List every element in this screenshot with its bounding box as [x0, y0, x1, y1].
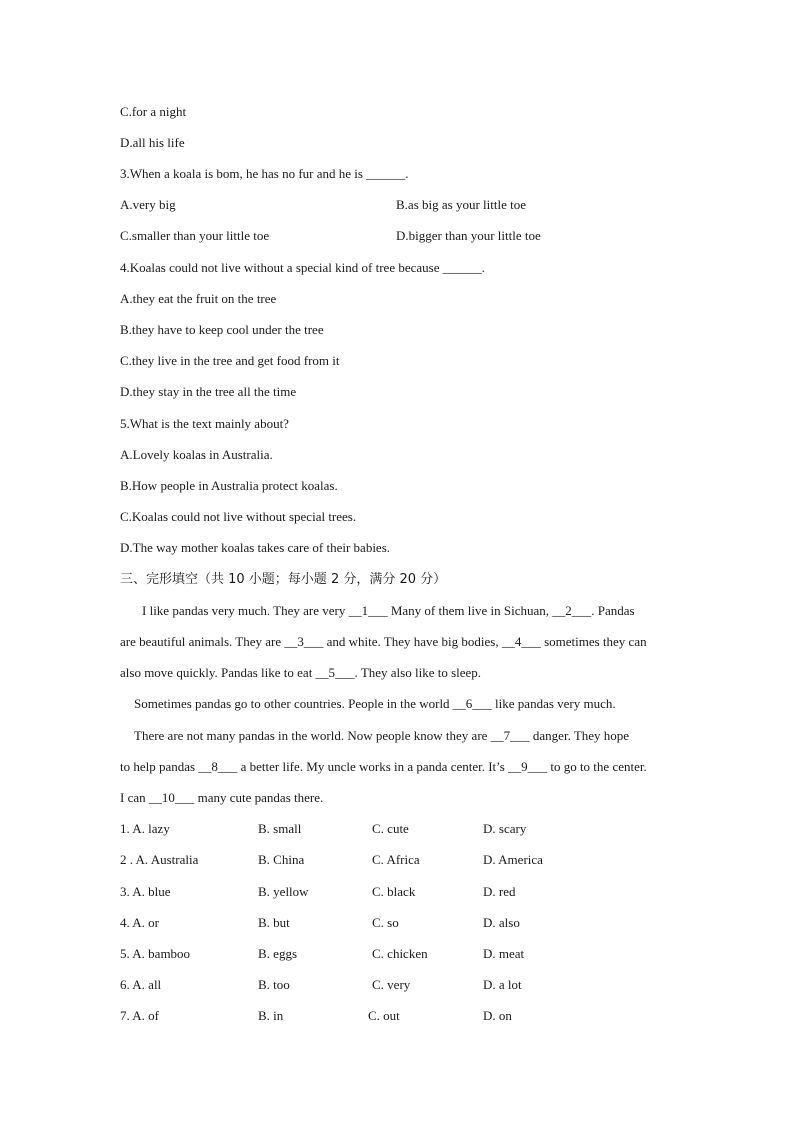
q4-option-b: B.they have to keep cool under the tree: [120, 322, 324, 337]
option-a: 4. A. or: [120, 915, 159, 930]
option-d: D. on: [483, 1008, 512, 1023]
option-b: B. China: [258, 852, 305, 867]
cloze-option-row-2: [120, 852, 720, 868]
option-b: B. yellow: [258, 884, 309, 899]
q2-option-d: D.all his life: [120, 135, 185, 150]
cloze-option-row-7: [120, 1008, 720, 1024]
option-c: C. very: [372, 977, 411, 992]
q5-option-d: D.The way mother koalas takes care of their babies.: [120, 540, 391, 555]
passage-line: Sometimes pandas go to other countries. People in the world __6___ like pandas very much.: [134, 696, 616, 711]
option-a: 3. A. blue: [120, 884, 171, 899]
q2-option-c: C.for a night: [120, 104, 187, 119]
cloze-option-row-6: [120, 977, 720, 993]
option-d: D. red: [483, 884, 516, 899]
cloze-section-heading: 三、完形填空（共 10 小题；每小题 2 分，满分 20 分）: [120, 572, 447, 587]
q3-option-c: C.smaller than your little toe: [120, 228, 270, 243]
option-b: B. in: [258, 1008, 284, 1023]
option-d: D. meat: [483, 946, 525, 961]
q3-option-a: A.very big: [120, 197, 176, 212]
option-a: 5. A. bamboo: [120, 946, 191, 961]
option-c: C. out: [368, 1008, 400, 1023]
option-c: C. chicken: [372, 946, 428, 961]
q5-stem: 5.What is the text mainly about?: [120, 416, 289, 431]
option-d: D. scary: [483, 821, 527, 836]
option-d: D. a lot: [483, 977, 522, 992]
q4-stem: 4.Koalas could not live without a special kind of tree because ______.: [120, 260, 485, 275]
option-c: C. black: [372, 884, 416, 899]
option-c: C. so: [372, 915, 399, 930]
q4-option-d: D.they stay in the tree all the time: [120, 384, 297, 399]
passage-line: to help pandas __8___ a better life. My uncle works in a panda center. It’s __9___ to go to the center.: [120, 759, 647, 774]
q5-option-a: A.Lovely koalas in Australia.: [120, 447, 273, 462]
option-b: B. but: [258, 915, 290, 930]
option-a: 7. A. of: [120, 1008, 159, 1023]
option-c: C. Africa: [372, 852, 420, 867]
q4-option-a: A.they eat the fruit on the tree: [120, 291, 277, 306]
q5-option-b: B.How people in Australia protect koalas.: [120, 478, 338, 493]
passage-line: I can __10___ many cute pandas there.: [120, 790, 324, 805]
q3-stem: 3.When a koala is bom, he has no fur and he is ______.: [120, 166, 409, 181]
option-b: B. too: [258, 977, 290, 992]
q3-option-d: D.bigger than your little toe: [396, 228, 541, 243]
q5-option-c: C.Koalas could not live without special trees.: [120, 509, 357, 524]
cloze-option-row-1: [120, 821, 720, 837]
option-a: 2 . A. Australia: [120, 852, 199, 867]
option-d: D. America: [483, 852, 543, 867]
cloze-option-row-4: [120, 915, 720, 931]
option-b: B. eggs: [258, 946, 297, 961]
cloze-option-row-3: [120, 884, 720, 900]
passage-line: are beautiful animals. They are __3___ and white. They have big bodies, __4___ sometimes they can: [120, 634, 647, 649]
option-a: 1. A. lazy: [120, 821, 170, 836]
option-c: C. cute: [372, 821, 409, 836]
passage-line: I like pandas very much. They are very __1___ Many of them live in Sichuan, __2___. Pandas: [142, 603, 635, 618]
passage-line: There are not many pandas in the world. Now people know they are __7___ danger. They hope: [134, 728, 630, 743]
q4-option-c: C.they live in the tree and get food from it: [120, 353, 340, 368]
q3-option-b: B.as big as your little toe: [396, 197, 526, 212]
option-a: 6. A. all: [120, 977, 162, 992]
option-b: B. small: [258, 821, 302, 836]
cloze-option-row-5: [120, 946, 720, 962]
passage-line: also move quickly. Pandas like to eat __5___. They also like to sleep.: [120, 665, 482, 680]
option-d: D. also: [483, 915, 520, 930]
